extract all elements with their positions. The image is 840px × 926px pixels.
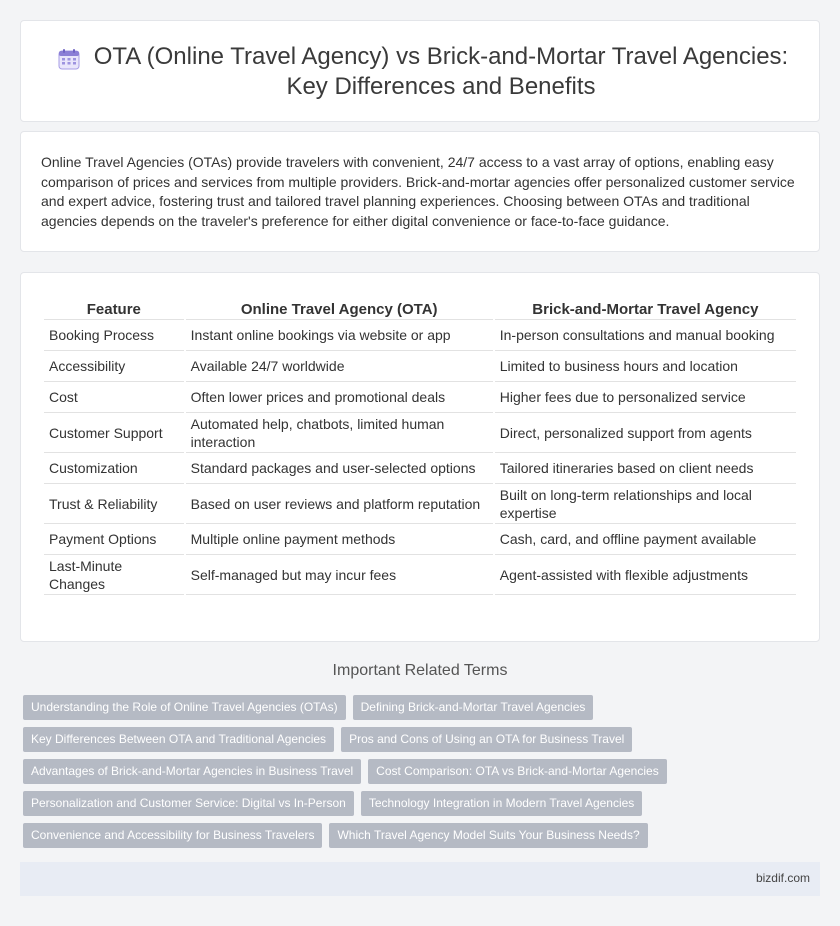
related-term-tag[interactable]: Convenience and Accessibility for Business Travelers [23, 823, 322, 848]
brick-cell: Built on long-term relationships and local expertise [495, 484, 796, 524]
site-link[interactable]: bizdif.com [755, 871, 810, 885]
table-header-row [44, 296, 796, 320]
brick-cell: Higher fees due to personalized service [495, 382, 796, 413]
related-term-tag[interactable]: Advantages of Brick-and-Mortar Agencies in Business Travel [23, 759, 361, 784]
ota-cell: Multiple online payment methods [186, 524, 493, 555]
footer [20, 862, 820, 896]
related-term-tag[interactable]: Which Travel Agency Model Suits Your Business Needs? [329, 823, 647, 848]
table-row [44, 413, 796, 453]
brick-cell: Agent-assisted with flexible adjustments [495, 555, 796, 595]
comparison-table [42, 296, 798, 595]
feature-cell: Payment Options [44, 524, 184, 555]
intro-paragraph: Online Travel Agencies (OTAs) provide travelers with convenient, 24/7 access to a vast array of options, enabling easy comparison of prices and services from multiple providers. Brick-and-mortar agencies offer personalized customer service and expert advice, fostering trust and tailored travel planning experiences. Choosing between OTAs and traditional agencies depends on the traveler's preference for either digital convenience or face-to-face guidance. [41, 154, 795, 229]
brick-cell: Cash, card, and offline payment available [495, 524, 796, 555]
related-term-tag[interactable]: Key Differences Between OTA and Traditional Agencies [23, 727, 334, 752]
table-row [44, 320, 796, 351]
related-term-tag[interactable]: Personalization and Customer Service: Digital vs In-Person [23, 791, 354, 816]
feature-cell: Accessibility [44, 351, 184, 382]
table-row [44, 453, 796, 484]
feature-cell: Trust & Reliability [44, 484, 184, 524]
related-terms-list [23, 695, 823, 855]
brick-cell: Tailored itineraries based on client needs [495, 453, 796, 484]
related-term-tag[interactable]: Pros and Cons of Using an OTA for Business Travel [341, 727, 632, 752]
brick-cell: In-person consultations and manual booking [495, 320, 796, 351]
table-row [44, 351, 796, 382]
header-card [20, 20, 820, 122]
brick-cell: Limited to business hours and location [495, 351, 796, 382]
column-header-feature: Feature [44, 296, 184, 320]
feature-cell: Booking Process [44, 320, 184, 351]
ota-cell: Often lower prices and promotional deals [186, 382, 493, 413]
brick-cell: Direct, personalized support from agents [495, 413, 796, 453]
table-row [44, 484, 796, 524]
page-title: OTA (Online Travel Agency) vs Brick-and-Mortar Travel Agencies: Key Differences and Benefits [93, 43, 789, 100]
column-header-ota: Online Travel Agency (OTA) [186, 296, 493, 320]
ota-cell: Standard packages and user-selected options [186, 453, 493, 484]
ota-cell: Instant online bookings via website or app [186, 320, 493, 351]
ota-cell: Based on user reviews and platform reputation [186, 484, 493, 524]
related-term-tag[interactable]: Understanding the Role of Online Travel Agencies (OTAs) [23, 695, 346, 720]
ota-cell: Available 24/7 worldwide [186, 351, 493, 382]
related-term-tag[interactable]: Defining Brick-and-Mortar Travel Agencies [353, 695, 594, 720]
column-header-brick-and-mortar: Brick-and-Mortar Travel Agency [495, 296, 796, 320]
table-row [44, 555, 796, 595]
feature-cell: Customization [44, 453, 184, 484]
related-terms-heading: Important Related Terms [332, 662, 508, 679]
feature-cell: Cost [44, 382, 184, 413]
ota-cell: Self-managed but may incur fees [186, 555, 493, 595]
comparison-table-card [20, 272, 820, 642]
related-term-tag[interactable]: Technology Integration in Modern Travel Agencies [361, 791, 643, 816]
related-term-tag[interactable]: Cost Comparison: OTA vs Brick-and-Mortar Agencies [368, 759, 667, 784]
intro-card [20, 131, 820, 252]
ota-cell: Automated help, chatbots, limited human interaction [186, 413, 493, 453]
feature-cell: Last-Minute Changes [44, 555, 184, 595]
feature-cell: Customer Support [44, 413, 184, 453]
table-row [44, 524, 796, 555]
table-row [44, 382, 796, 413]
